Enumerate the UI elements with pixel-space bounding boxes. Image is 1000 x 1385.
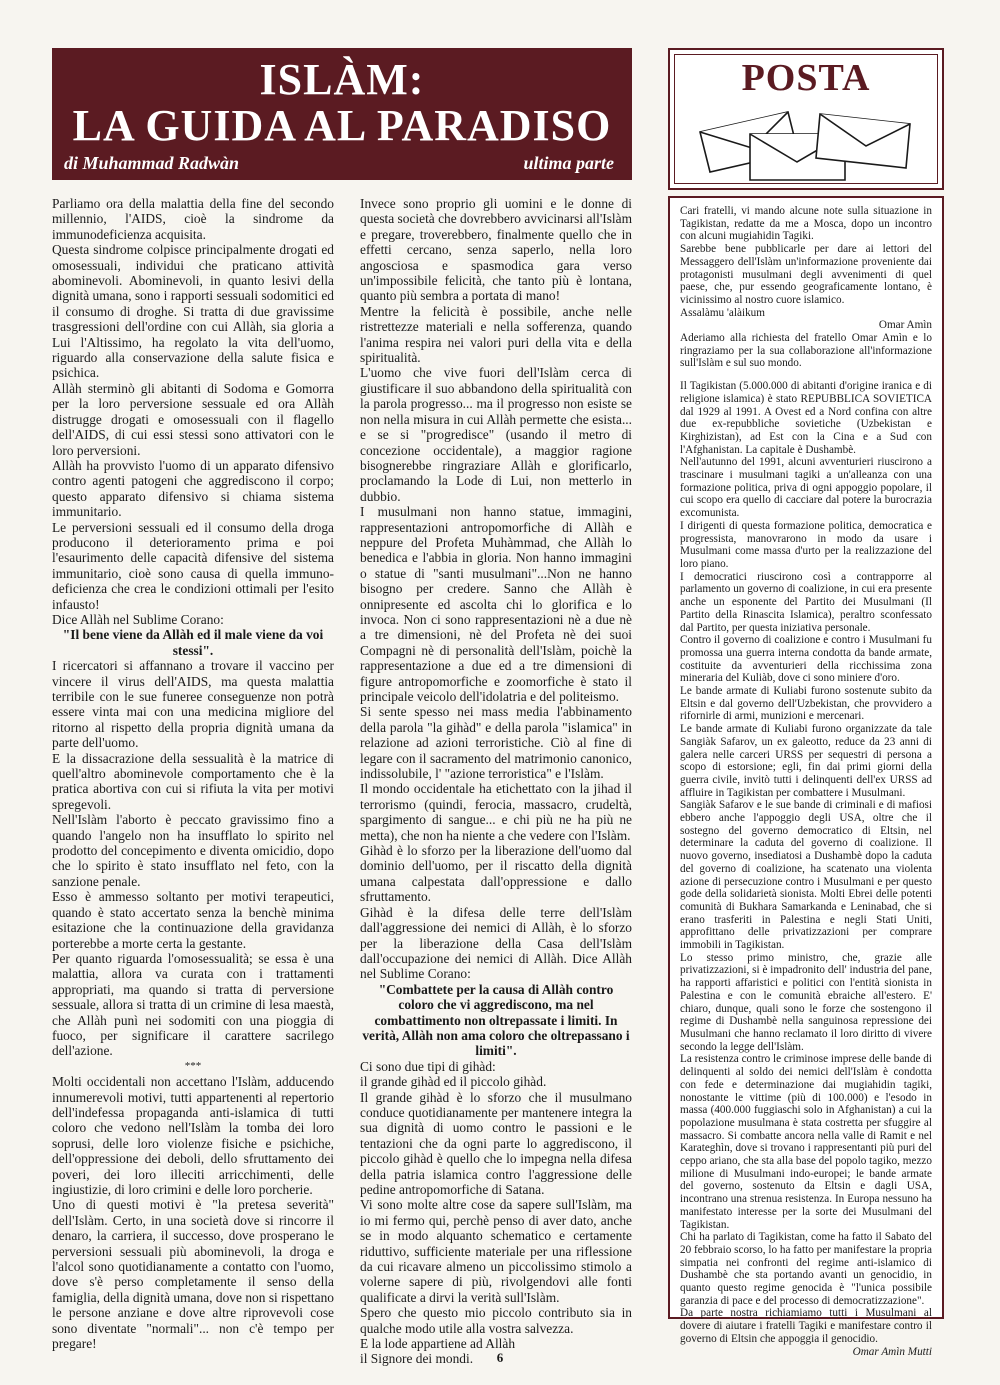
paragraph: Parliamo ora della malattia della fine del secondo millennio, l'AIDS, cioè la sindrome da immunodeficienza acquisita. <box>52 196 334 242</box>
posta-paragraph: Sangiàk Safarov e le sue bande di criminali e di mafiosi ebbero anche l'appoggio degli USA, oltre che il sostegno del governo democratico di Eltsin, nel determinare la caduta del governo di coalizione. Il nuovo governo, insediatosi a Dushambè dopo la caduta del governo di coalizione, ha scatenato una violenta azione di persecuzione contro i Musulmani e per questo gode della solidarietà sionista. Molti Ebrei delle potenti comunità di Bukhara Samarkanda e Leninabad, che si erano trasferiti in Palestina e negli Stati Uniti, approfittano delle privatizzazioni per comprare immobili in Tagikistan. <box>680 799 932 952</box>
posta-paragraph: Il Tagikistan (5.000.000 di abitanti d'origine iranica e di religione islamica) è stato REPUBBLICA SOVIETICA dal 1929 al 1991. A Ovest ed a Nord confina con altre due ex-repubbliche sovietiche (Uzbekistan e Kirghizistan), ad Est con la Cina e a Sud con l'Afghanistan. La capitale è Dushambè. <box>680 380 932 456</box>
paragraph: Si sente spesso nei mass media l'abbinamento della parola "la gihàd" e della parola "islamica" in relazione ad azioni terroristiche. Ciò al fine di legare con il sacramento del matrimonio canonico, indissolubile, l' "azione terroristica" e l'Islàm. <box>360 704 632 782</box>
paragraph: Allàh sterminò gli abitanti di Sodoma e Gomorra per la loro perversione sessuale ed ora Allàh distrugge drogati e omosessuali con il flagello dell'AIDS, di cui essi stessi sono attivatori con le loro perversioni. <box>52 380 334 458</box>
paragraph: il grande gihàd ed il piccolo gihàd. <box>360 1074 547 1090</box>
paragraph: Allàh ha provvisto l'uomo di un apparato difensivo contro agenti patogeni che aggrediscono il corpo; questo apparato difensivo si chiama sistema immunitario. <box>52 457 334 520</box>
paragraph: Nell'Islàm l'aborto è peccato gravissimo fino a quando l'angelo non ha insufflato lo spirito nel prodotto del concepimento e diventa omicidio, dopo che lo spirito è stato insufflato nel feto, con la sanzione penale. <box>52 812 334 889</box>
posta-paragraph: Da parte nostra richiamiamo tutti i Musulmani al dovere di aiutare i fratelli Tagiki e manifestare contro il governo di Eltsin che appoggia il genocidio. <box>680 1307 932 1345</box>
paragraph: il Signore dei mondi. <box>360 1351 474 1367</box>
posta-paragraph: Le bande armate di Kuliabi furono organizzate da tale Sangiàk Safarov, un ex galeotto, reduce da 23 anni di galera nelle carceri URSS per sequestri di persona a scopo di estorsione; egli, fin dai primi giorni della guerra civile, invitò tutti i delinquenti dell'ex URSS ad affluire in Tagikistan per combattere i Musulmani. <box>680 723 932 799</box>
editor-reply: Aderiamo alla richiesta del fratello Omar Amìn e lo ringraziamo per la sua collaborazione all'informazione sull'Islàm e sul suo mondo. <box>680 332 932 370</box>
page-number: 6 <box>496 1350 504 1365</box>
paragraph: Spero che questo mio piccolo contributo sia in qualche modo utile alla vostra salvezza. <box>360 1305 632 1336</box>
paragraph: Invece sono proprio gli uomini e le donne di questa società che dovrebbero avvicinarsi all'Islàm e pregare, troverebbero, finalmente quello che in effetti cercano, senza saperlo, nella loro angosciosa e spasmodica gara verso un'impossibile felicità, che tanto più è lontana, quanto più sembra a portata di mano! <box>360 196 632 304</box>
posta-paragraph: Le bande armate di Kuliabi furono sostenute subito da Eltsin e dal governo dell'Uzbekistan, che provvidero a rifornirle di armi, munizioni e mercenari. <box>680 685 932 723</box>
letter-paragraph: Assalàmu 'alàikum <box>680 306 765 319</box>
quran-quote: "Combattete per la causa di Allàh contro coloro che vi aggrediscono, ma nel combattimento non oltrepassate i limiti. In verità, Allàh non ama coloro che oltrepassano i limiti". <box>362 981 630 1059</box>
posta-text <box>680 205 932 1358</box>
article-byline: di Muhammad Radwàn <box>64 153 240 173</box>
posta-paragraph: Contro il governo di coalizione e contro i Musulmani fu promossa una guerra interna condotta da bande armate, costituite da avventurieri della ricchissima zona mineraria del Kuliàb, dove ci sono miniere d'oro. <box>680 634 932 685</box>
posta-header-box <box>668 48 944 190</box>
paragraph: Il grande gihàd è lo sforzo che il musulmano conduce quotidianamente per mantenere integra la sua dignità di uomo contro le passioni e le tentazioni che da ogni parte lo aggrediscono, il piccolo gihàd è quello che lo impegna nella difesa della patria islamica contro l'aggressione delle pedine antropomorfiche di Satana. <box>360 1089 632 1197</box>
paragraph: Uno di questi motivi è "la pretesa severità" dell'Islàm. Certo, in una società dove si rincorre il denaro, la carriera, il successo, dove prosperano le perversioni sessuali più abominevoli, la droga e l'alcol sono quotidianamente a contatto con l'uomo, dove s'è perso completamente il senso della famiglia, della dignità umana, dove non si rispettano le persone anziane e dove altre riprovevoli cose sono diventate "normali"... non c'è tempo per pregare! <box>52 1197 334 1352</box>
paragraph: Mentre la felicità è possibile, anche nelle ristrettezze materiali e nella sofferenza, quando l'anima respira nei valori puri della vita e della spiritualità. <box>360 303 632 366</box>
paragraph: I musulmani non hanno statue, immagini, rappresentazioni antropomorfiche di Allàh e neppure del Profeta Muhàmmad, che Allàh lo benedica e l'abbia in gloria. Non hanno immagini o statue di "santi musulmani"...Non ne hanno bisogno per credere. Sanno che Allàh è onnipresente ed ascolta chi lo glorifica e lo invoca. Non ci sono rappresentazioni nè a due nè a tre dimensioni, nè del Profeta nè dei suoi Compagni nè di personalità dell'Islàm, poichè la rappresentazione a due ed a tre dimensioni di figure antropomorfiche e zoomorfiche è stato il principale veicolo dell'idolatria e del politeismo. <box>360 504 632 704</box>
article-title-line1: ISLÀM: <box>259 55 425 104</box>
spacer <box>680 370 932 380</box>
letter-paragraph: Sarebbe bene pubblicarle per dare ai lettori del Messaggero dell'Islàm un'informazione proveniente dai protagonisti musulmani degli avvenimenti di quel paese, che, pur essendo geograficamente lontano, è vicinissimo al nostro cuore islamico. <box>680 243 932 306</box>
paragraph: Questa sindrome colpisce principalmente drogati ed omosessuali, individui che praticano attività abominevoli. Abominevoli, in quanto lesivi della dignità umana, sono i rapporti sessuali sodomitici ed il consumo di droghe. Si tratta di due gravissime trasgressioni dell'ordine con cui Allàh, sia gloria a Lui l'Altissimo, ha regolato la vita dell'uomo, riguardo alla conservazione della salute fisica e psichica. <box>52 242 334 381</box>
paragraph: E la dissacrazione della sessualità è la matrice di quell'altro abominevole comportamento che è la pratica abortiva con cui si rifiuta la vita per motivi spregevoli. <box>52 750 334 812</box>
paragraph: E la lode appartiene ad Allàh <box>360 1336 516 1352</box>
article-part: ultima parte <box>523 153 614 173</box>
posta-column <box>668 196 944 1358</box>
paragraph: Dice Allàh nel Sublime Corano: <box>52 611 224 627</box>
posta-signature: Omar Amìn Mutti <box>852 1345 932 1358</box>
paragraph: Vi sono molte altre cose da sapere sull'Islàm, ma io mi fermo qui, perchè penso di aver dato, anche se in modo alquanto schematico e certamente riduttivo, sufficiente materiale per una riflessione da cui ricavare almeno un piccolissimo stimolo a volerne sapere di più, rivolgendovi alle fonti qualificate a dirvi la verità sull'Islàm. <box>360 1197 632 1305</box>
article-column-1 <box>52 196 334 1351</box>
paragraph: Gihàd è la difesa delle terre dell'Islàm dall'aggressione dei nemici di Allàh, è lo sforzo per la liberazione della Casa dell'Islàm dall'occupazione dei nemici di Allàh. Dice Allàh nel Sublime Corano: <box>360 904 632 982</box>
article-banner <box>52 48 632 180</box>
posta-title: POSTA <box>741 57 871 99</box>
paragraph: Ci sono due tipi di gihàd: <box>360 1058 496 1074</box>
posta-paragraph: La resistenza contro le criminose imprese delle bande di delinquenti al soldo dei nemici dell'Islàm è condotta con fede e determinazione dai mugiahidin tagiki, nonostante le vittime (più di 100.000) e l'esodo in massa (400.000 fuggiaschi solo in Afghanistan) a cui la popolazione musulmana è stata costretta per sfuggire al massacro. Si combatte ancora nella valle di Ramit e nel Karateghìn, dove si trovano i rappresentanti più puri del ceppo ariano, che sta alla base del popolo tagiko, mezzo milione di Musulmani indo-europei; le bande armate del governo, sostenuto da Eltsin e dagli USA, incontrano una strenua resistenza. In Europa nessuno ha manifestato interesse per la sorte dei Musulmani del Tagikistan. <box>680 1053 932 1231</box>
paragraph: Per quanto riguarda l'omosessualità; se essa è una malattia, allora va curata con i trattamenti appropriati, ma quando si tratta di perversione sessuale, allora si tratta di un crimine di lesa maestà, che Allàh punì nei sodomiti con una pioggia di fuoco, per significare il carattere sacrilego dell'azione. <box>52 950 334 1059</box>
paragraph: Le perversioni sessuali ed il consumo della droga producono il deterioramento prima e poi l'esaurimento delle capacità difensive del sistema immunitario, cioè sono causa di quella immuno-deficienza che crea le condizioni ottimali per l'esito infausto! <box>52 519 334 612</box>
letter-signature: Omar Amìn <box>878 319 932 332</box>
envelope-icon <box>680 104 930 184</box>
paragraph: Molti occidentali non accettano l'Islàm, adducendo innumerevoli motivi, tutti appartenenti al repertorio dell'indefessa propaganda anti-islamica di tutti coloro che vedono nell'Islàm la tomba dei loro soprusi, delle loro violenze fisiche e psichiche, dell'oppressione dei deboli, dello sfruttamento dei poveri, dei loro illeciti arricchimenti, delle ingiustizie, di loro crimini e delle loro porcherie. <box>52 1074 334 1197</box>
article-title-line2: LA GUIDA AL PARADISO <box>72 101 612 150</box>
paragraph: Il mondo occidentale ha etichettato con la jihad il terrorismo (quindi, ferocia, massacro, crudeltà, spargimento di sangue... e chi più ne ha più ne metta), che non ha niente a che vedere con l'Islàm. <box>360 781 632 843</box>
posta-paragraph: Chi ha parlato di Tagikistan, come ha fatto il Sabato del 20 febbraio scorso, lo ha fatto per manifestare la propria simpatia nei confronti del regime anti-islamico di Dushambè che sta portando avanti un genocidio, in quanto questo regime genocida è "l'unica possibile garanzia di pace e del processo di democratizzazione". <box>680 1231 932 1307</box>
paragraph: Esso è ammesso soltanto per motivi terapeutici, quando è stato accertato senza la benchè minima esitazione che la continuazione della gravidanza porterebbe a morte certa la gestante. <box>52 889 334 951</box>
posta-paragraph: I democratici riuscirono così a contrapporre al parlamento un governo di coalizione, in cui era presente anche un esponente del Partito dei Musulmani (Il Partito della Rinascita Islamica), peraltro sconfessato dal Partito, per questa iniziativa personale. <box>680 570 932 634</box>
quran-quote: "Il bene viene da Allàh ed il male viene da voi stessi". <box>62 627 324 658</box>
paragraph: Gihàd è lo sforzo per la liberazione dell'uomo dal dominio dell'uomo, per il riscatto della dignità umana calpestata dall'oppressione e dallo sfruttamento. <box>360 843 632 905</box>
posta-paragraph: Nell'autunno del 1991, alcuni avventurieri riuscirono a trascinare i musulmani tagiki a un'alleanza con una formazione politica, priva di ogni appoggio popolare, il cui scopo era quello di cacciare dal potere la burocrazia excomunista. <box>680 456 932 520</box>
letter-paragraph: Cari fratelli, vi mando alcune note sulla situazione in Tagikistan, redatte da me a Mosca, dopo un incontro con alcuni mugiahidin Tagiki. <box>680 205 932 243</box>
section-divider: *** <box>184 1059 202 1072</box>
article-column-2 <box>360 196 632 1367</box>
posta-paragraph: Lo stesso primo ministro, che, grazie alle privatizzazioni, si è impadronito dell' industria del pane, ha rapporti affaristici e politici con l'entità sionista in Palestina e con le comunità ebraiche all'estero. E' chiaro, dunque, quali sono le forze che sostengono il regime di Dushambè nella sanguinosa repressione dei Musulmani che hanno reclamato il loro diritto di vivere secondo la legge dell'Islàm. <box>680 951 932 1053</box>
posta-paragraph: I dirigenti di questa formazione politica, democratica e progressista, manovrarono in modo da usare i Musulmani come massa d'urto per la realizzazione del loro piano. <box>680 519 932 570</box>
paragraph: I ricercatori si affannano a trovare il vaccino per vincere il virus dell'AIDS, ma questa malattia terribile con le sue funeree conseguenze non potrà essere vinta mai con una medicina migliore del ritorno al rispetto della propria dignità umana da parte dell'uomo. <box>52 658 334 751</box>
paragraph: L'uomo che vive fuori dell'Islàm cerca di giustificare il suo abbandono della spiritualità con la parola progresso... ma il progresso non esiste se non nella misura in cui Allàh permette che esista... e se si "progredisce" (usando il metro di concezione occidentale), a maggior ragione bisognerebbe ringraziare Allàh e glorificarlo, proclamando la Lode di Lui, non metterlo in dubbio. <box>360 365 632 504</box>
